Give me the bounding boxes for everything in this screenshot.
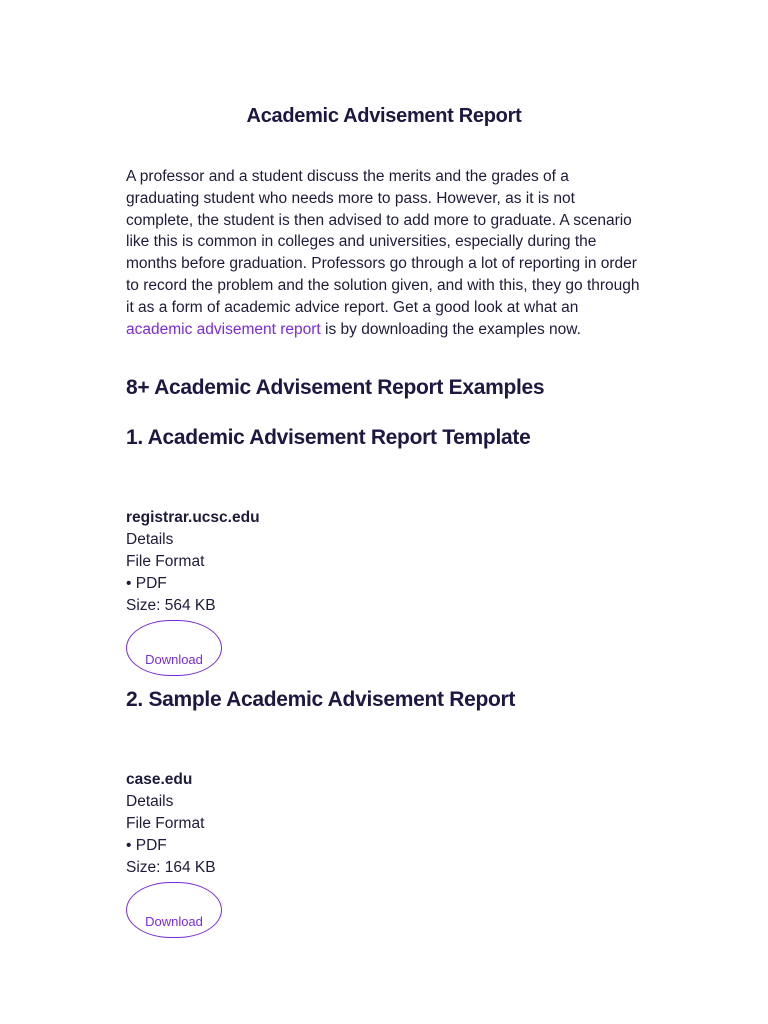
example-1-file-format-label: File Format <box>126 553 205 570</box>
example-1-source: registrar.ucsc.edu <box>126 509 260 526</box>
intro-text-after: is by downloading the examples now. <box>320 320 581 338</box>
example-2-source: case.edu <box>126 771 193 788</box>
intro-paragraph <box>126 166 646 340</box>
example-2-file-format-label: File Format <box>126 815 205 832</box>
example-2-details-label: Details <box>126 793 174 810</box>
example-2-file-format-item: • PDF <box>126 837 167 854</box>
example-2-details <box>126 769 526 938</box>
example-1-heading: 1. Academic Advisement Report Template <box>126 426 531 449</box>
example-2-download-button[interactable]: Download <box>126 882 222 938</box>
example-1-download-button[interactable]: Download <box>126 620 222 676</box>
intro-text-before: A professor and a student discuss the merits and the grades of a graduating student who needs more to pass. However, as it is not complete, the student is then advised to add more to graduate. A scenario like this is common in colleges and universities, especially during the months before graduation. Professors go through a lot of reporting in order to record the problem and the solution given, and with this, they go through it as a form of academic advice report. Get a good look at what an <box>126 168 640 316</box>
example-1-details <box>126 507 526 676</box>
example-2-size: Size: 164 KB <box>126 859 216 876</box>
page-title: Academic Advisement Report <box>246 105 522 127</box>
example-1-details-label: Details <box>126 531 174 548</box>
example-1-size: Size: 564 KB <box>126 597 216 614</box>
example-2-heading: 2. Sample Academic Advisement Report <box>126 688 516 711</box>
examples-heading: 8+ Academic Advisement Report Examples <box>126 376 545 399</box>
example-1-file-format-item: • PDF <box>126 575 167 592</box>
academic-advisement-report-link[interactable]: academic advisement report <box>126 320 321 338</box>
